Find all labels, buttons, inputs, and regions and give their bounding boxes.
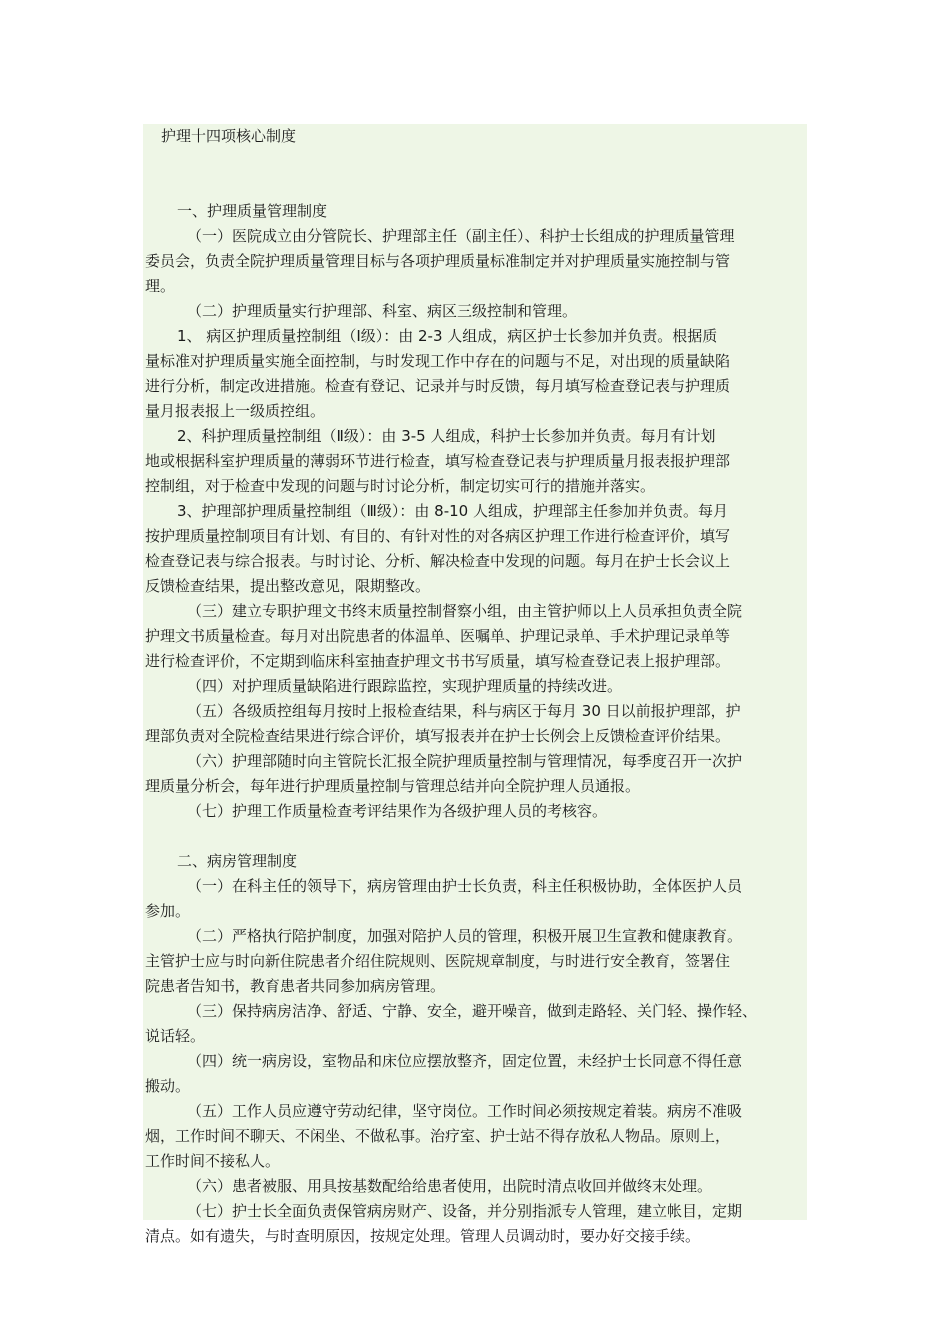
text-line: （一）在科主任的领导下，病房管理由护士长负责，科主任积极协助，全体医护人员 — [187, 877, 743, 895]
text-line: 清点。如有遗失，与时查明原因，按规定处理。管理人员调动时，要办好交接手续。 — [145, 1227, 701, 1245]
text-line: 1、 病区护理质量控制组（Ⅰ级）：由 2-3 人组成，病区护士长参加并负责。根据质 — [177, 327, 718, 345]
text-line: 委员会，负责全院护理质量管理目标与各项护理质量标准制定并对护理质量实施控制与管 — [145, 252, 731, 270]
text-line: （六）护理部随时向主管院长汇报全院护理质量控制与管理情况，每季度召开一次护 — [187, 752, 743, 770]
text-line: （二）严格执行陪护制度，加强对陪护人员的管理，积极开展卫生宣教和健康教育。 — [187, 927, 743, 945]
text-line: 量标准对护理质量实施全面控制，与时发现工作中存在的问题与不足，对出现的质量缺陷 — [145, 352, 731, 370]
document-title: 护理十四项核心制度 — [161, 127, 297, 145]
text-line: 烟，工作时间不聊天、不闲坐、不做私事。治疗室、护士站不得存放私人物品。原则上， — [145, 1127, 731, 1145]
text-line: 控制组，对于检查中发现的问题与时讨论分析，制定切实可行的措施并落实。 — [145, 477, 656, 495]
text-line: （六）患者被服、用具按基数配给给患者使用，出院时清点收回并做终末处理。 — [187, 1177, 713, 1195]
text-line: 搬动。 — [145, 1077, 191, 1095]
text-line: 理部负责对全院检查结果进行综合评价，填写报表并在护士长例会上反馈检查评价结果。 — [145, 727, 731, 745]
text-line: （七）护士长全面负责保管病房财产、设备，并分别指派专人管理，建立帐目，定期 — [187, 1202, 743, 1220]
text-line: 地或根据科室护理质量的薄弱环节进行检查，填写检查登记表与护理质量月报表报护理部 — [145, 452, 731, 470]
text-line: （三）保持病房洁净、舒适、宁静、安全，避开噪音，做到走路轻、关门轻、操作轻、 — [187, 1002, 758, 1020]
text-line: （七）护理工作质量检查考评结果作为各级护理人员的考核容。 — [187, 802, 608, 820]
section-heading: 二、病房管理制度 — [177, 852, 298, 870]
text-line: 检查登记表与综合报表。与时讨论、分析、解决检查中发现的问题。每月在护士长会议上 — [145, 552, 731, 570]
text-line: （五）工作人员应遵守劳动纪律，坚守岗位。工作时间必须按规定着装。病房不准吸 — [187, 1102, 743, 1120]
text-line: 参加。 — [145, 902, 191, 920]
text-line: （二）护理质量实行护理部、科室、病区三级控制和管理。 — [187, 302, 578, 320]
text-line: （四）统一病房设，室物品和床位应摆放整齐，固定位置，未经护士长同意不得任意 — [187, 1052, 743, 1070]
text-line: 进行分析，制定改进措施。检查有登记、记录并与时反馈，每月填写检查登记表与护理质 — [145, 377, 731, 395]
text-line: 2、科护理质量控制组（Ⅱ级）：由 3-5 人组成，科护士长参加并负责。每月有计划 — [177, 427, 716, 445]
text-line: 量月报表报上一级质控组。 — [145, 402, 326, 420]
text-line: （三）建立专职护理文书终末质量控制督察小组，由主管护师以上人员承担负责全院 — [187, 602, 743, 620]
text-line: （一）医院成立由分管院长、护理部主任（副主任）、科护士长组成的护理质量管理 — [187, 227, 735, 245]
text-line: 理。 — [145, 277, 176, 295]
text-line: 说话轻。 — [145, 1027, 206, 1045]
text-line: 工作时间不接私人。 — [145, 1152, 281, 1170]
text-line: 3、护理部护理质量控制组（Ⅲ级）：由 8-10 人组成，护理部主任参加并负责。每月 — [177, 502, 728, 520]
text-line: 护理文书质量检查。每月对出院患者的体温单、医嘱单、护理记录单、手术护理记录单等 — [145, 627, 731, 645]
text-line: （四）对护理质量缺陷进行跟踪监控，实现护理质量的持续改进。 — [187, 677, 623, 695]
document-page — [143, 124, 807, 1245]
text-line: 主管护士应与时向新住院患者介绍住院规则、医院规章制度，与时进行安全教育，签署住 — [145, 952, 731, 970]
text-line: 按护理质量控制项目有计划、有目的、有针对性的对各病区护理工作进行检查评价，填写 — [145, 527, 731, 545]
text-line: 反馈检查结果，提出整改意见，限期整改。 — [145, 577, 431, 595]
text-line: （五）各级质控组每月按时上报检查结果，科与病区于每月 30 日以前报护理部，护 — [187, 702, 741, 720]
section-heading: 一、护理质量管理制度 — [177, 202, 328, 220]
text-line: 进行检查评价，不定期到临床科室抽查护理文书书写质量，填写检查登记表上报护理部。 — [145, 652, 731, 670]
text-line: 院患者告知书，教育患者共同参加病房管理。 — [145, 977, 446, 995]
text-line: 理质量分析会，每年进行护理质量控制与管理总结并向全院护理人员通报。 — [145, 777, 641, 795]
